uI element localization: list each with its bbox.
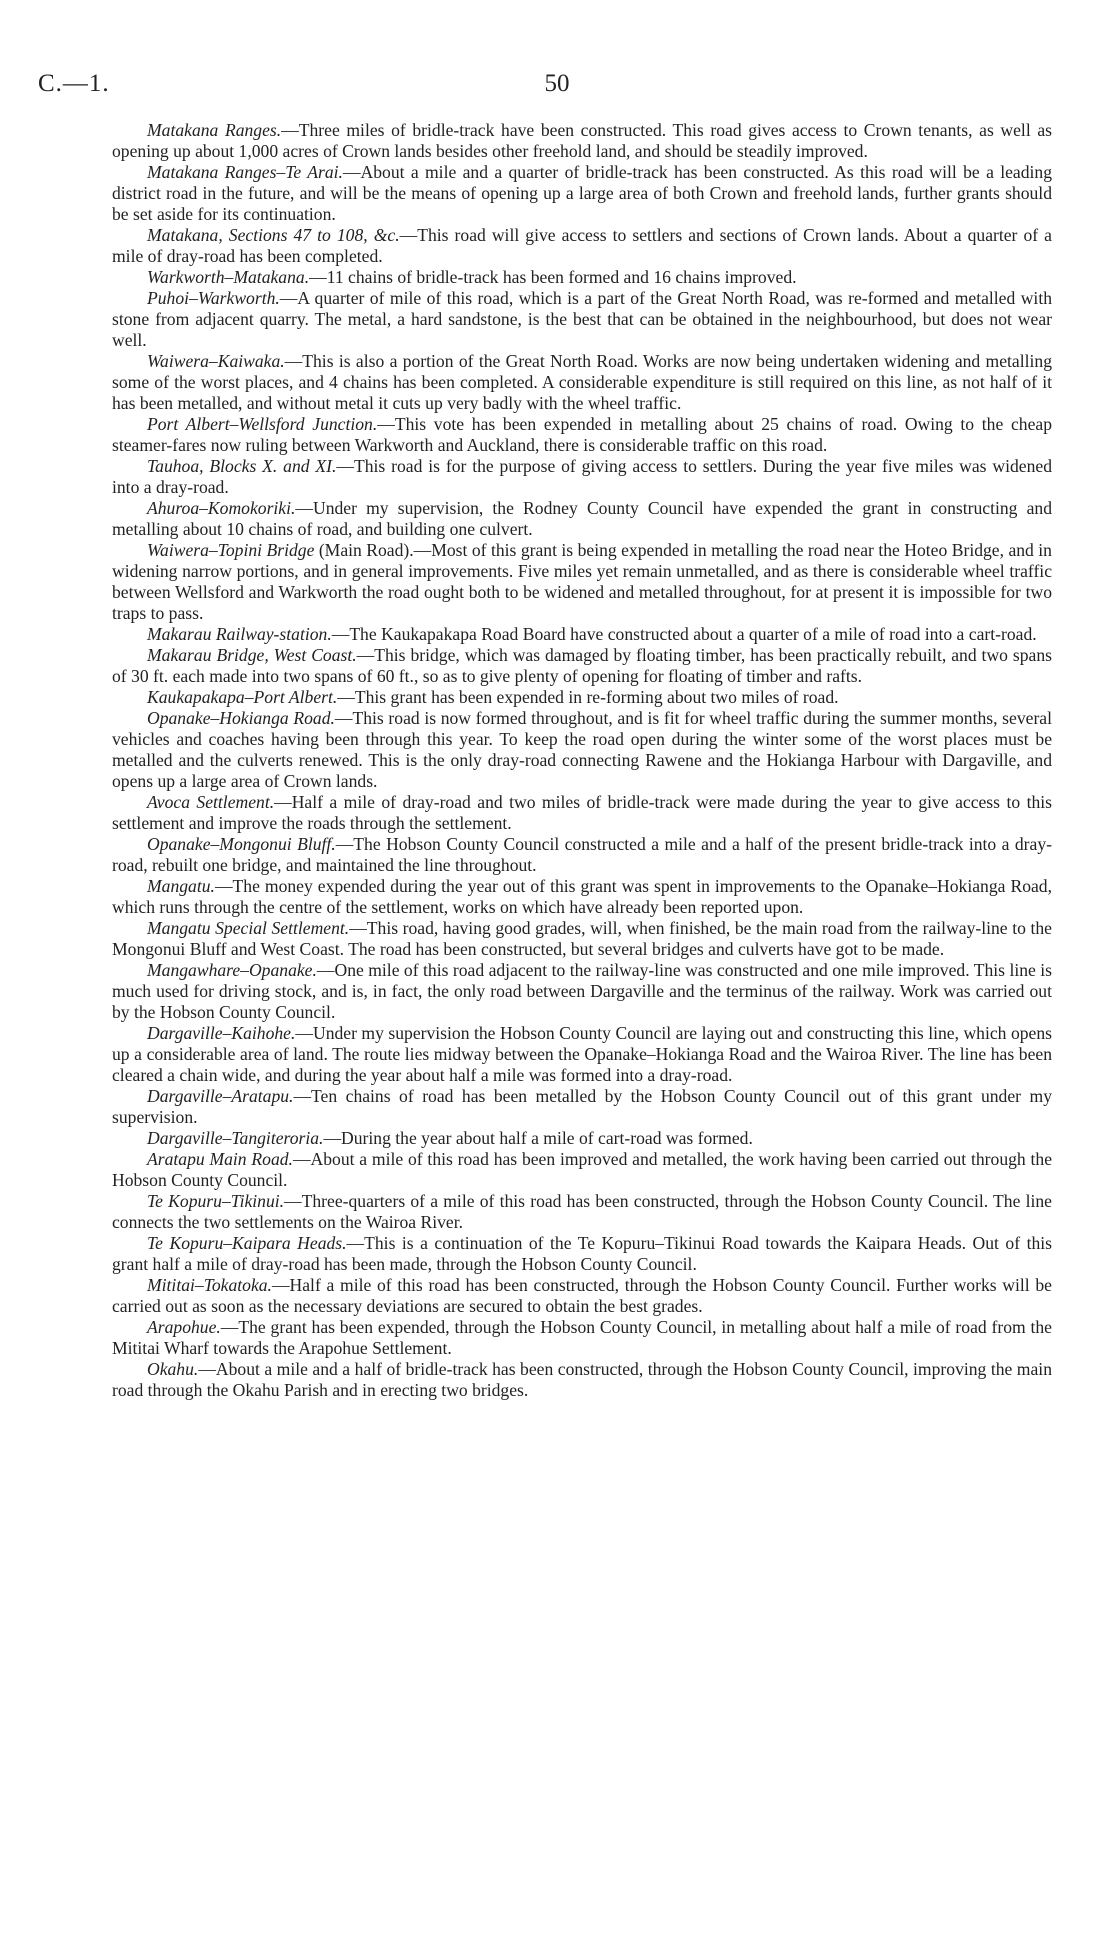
entry-text: —About a mile and a quarter of bridle-track has been constructed. As this road will be a leading district road in the future, and will be the means of opening up a large area of both Crown and freehold lands, further grants should be set aside for its continuation.	[112, 162, 1052, 224]
entry-text: —This vote has been expended in metalling about 25 chains of road. Owing to the cheap steamer-fares now ruling between Warkworth and Auckland, there is considerable traffic on this road.	[112, 414, 1052, 455]
entry-title: Arapohue.	[147, 1317, 221, 1337]
entry-text: —This grant has been expended in re-forming about two miles of road.	[337, 687, 839, 707]
entry-text: —The grant has been expended, through the Hobson County Council, in metalling about half a mile of road from the Mititai Wharf towards the Arapohue Settlement.	[112, 1317, 1052, 1358]
report-entry	[112, 225, 1052, 267]
entry-text: —Under my supervision, the Rodney County Council have expended the grant in constructing and metalling about 10 chains of road, and building one culvert.	[112, 498, 1052, 539]
entry-title: Mangatu Special Settlement.	[147, 918, 350, 938]
report-entry	[112, 351, 1052, 414]
entry-text: —Half a mile of this road has been constructed, through the Hobson County Council. Further works will be carried out as soon as the necessary deviations are secured to obtain the best grades.	[112, 1275, 1052, 1316]
report-entry	[112, 687, 1052, 708]
report-entry	[112, 456, 1052, 498]
report-entry	[112, 498, 1052, 540]
entry-title: Te Kopuru–Tikinui.	[147, 1191, 285, 1211]
entry-title: Tauhoa, Blocks X. and XI.	[147, 456, 337, 476]
report-entry	[112, 1191, 1052, 1233]
report-entry	[112, 540, 1052, 624]
entry-title: Dargaville–Tangiteroria.	[147, 1128, 324, 1148]
entry-text: —This road is for the purpose of giving access to settlers. During the year five miles was widened into a dray-road.	[112, 456, 1052, 497]
entry-text: —Ten chains of road has been metalled by the Hobson County Council out of this grant under my supervision.	[112, 1086, 1052, 1127]
entry-text: —This road is now formed throughout, and is fit for wheel traffic during the summer months, several vehicles and coaches having been through this year. To keep the road open during the winter some of the worst places must be metalled and the culverts renewed. This is the only dray-road connecting Rawene and the Hokianga Harbour with Dargaville, and opens up a large area of Crown lands.	[112, 708, 1052, 791]
entry-title: Matakana Ranges–Te Arai.	[147, 162, 343, 182]
entry-title: Mangatu.	[147, 876, 215, 896]
report-body	[112, 120, 1052, 1401]
report-entry	[112, 960, 1052, 1023]
report-entry	[112, 1086, 1052, 1128]
page-number: 50	[544, 70, 570, 97]
entry-title: Avoca Settlement.	[147, 792, 275, 812]
entry-text: —This is a continuation of the Te Kopuru–Tikinui Road towards the Kaipara Heads. Out of this grant half a mile of dray-road has been made, through the Hobson County Council.	[112, 1233, 1053, 1274]
report-entry	[112, 288, 1052, 351]
entry-text: —This bridge, which was damaged by floating timber, has been practically rebuilt, and two spans of 30 ft. each made into two spans of 60 ft., so as to give plenty of opening for floating of timber and rafts.	[112, 645, 1052, 686]
entry-title: Puhoi–Warkworth.	[147, 288, 280, 308]
entry-title: Okahu.	[147, 1359, 199, 1379]
report-entry	[112, 834, 1052, 876]
report-entry	[112, 918, 1052, 960]
entry-title: Waiwera–Kaiwaka.	[147, 351, 285, 371]
entry-title: Makarau Bridge, West Coast.	[147, 645, 357, 665]
report-entry	[112, 645, 1052, 687]
report-entry	[112, 162, 1052, 225]
report-entry	[112, 1023, 1052, 1086]
entry-title: Warkworth–Matakana.	[147, 267, 310, 287]
report-entry	[112, 1275, 1052, 1317]
page-header	[38, 70, 1076, 110]
report-entry	[112, 1149, 1052, 1191]
entry-text: —This road will give access to settlers and sections of Crown lands. About a quarter of a mile of dray-road has been completed.	[112, 225, 1052, 266]
document-reference: C.—1.	[38, 70, 110, 97]
entry-text: —One mile of this road adjacent to the railway-line was constructed and one mile improved. This line is much used for driving stock, and is, in fact, the only road between Dargaville and the terminus of the railway. Work was carried out by the Hobson County Council.	[112, 960, 1052, 1022]
entry-title: Aratapu Main Road.	[147, 1149, 293, 1169]
report-entry	[112, 876, 1052, 918]
entry-text: —During the year about half a mile of cart-road was formed.	[323, 1128, 753, 1148]
entry-title: Matakana, Sections 47 to 108, &c.	[147, 225, 400, 245]
entry-title: Makarau Railway-station.	[147, 624, 332, 644]
entry-title: Kaukapakapa–Port Albert.	[147, 687, 338, 707]
report-entry	[112, 708, 1052, 792]
entry-title: Opanake–Mongonui Bluff.	[147, 834, 336, 854]
entry-text: —Three miles of bridle-track have been constructed. This road gives access to Crown tenants, as well as opening up about 1,000 acres of Crown lands besides other freehold land, and should be steadily improved.	[112, 120, 1052, 161]
report-entry	[112, 1359, 1052, 1401]
entry-text: —Under my supervision the Hobson County Council are laying out and constructing this line, which opens up a considerable area of land. The route lies midway between the Opanake–Hokianga Road and the Wairoa River. The line has been cleared a chain wide, and during the year about half a mile was formed into a dray-road.	[112, 1023, 1052, 1085]
entry-text: —Three-quarters of a mile of this road has been constructed, through the Hobson County Council. The line connects the two settlements on the Wairoa River.	[112, 1191, 1052, 1232]
report-entry	[112, 792, 1052, 834]
entry-title: Mititai–Tokatoka.	[147, 1275, 272, 1295]
entry-title: Port Albert–Wellsford Junction.	[147, 414, 378, 434]
entry-text: —Half a mile of dray-road and two miles of bridle-track were made during the year to give access to this settlement and improve the roads through the settlement.	[112, 792, 1052, 833]
entry-text: —A quarter of mile of this road, which is a part of the Great North Road, was re-formed and metalled with stone from adjacent quarry. The metal, a hard sandstone, is the best that can be obtained in the neighbourhood, but does not wear well.	[112, 288, 1052, 350]
report-entry	[112, 414, 1052, 456]
entry-text: —11 chains of bridle-track has been formed and 16 chains improved.	[309, 267, 797, 287]
report-entry	[112, 1317, 1052, 1359]
report-entry	[112, 120, 1052, 162]
report-entry	[112, 1233, 1052, 1275]
entry-title: Mangawhare–Opanake.	[147, 960, 317, 980]
report-entry	[112, 1128, 1052, 1149]
entry-title: Te Kopuru–Kaipara Heads.	[147, 1233, 347, 1253]
entry-text: —The money expended during the year out of this grant was spent in improvements to the Opanake–Hokianga Road, which runs through the centre of the settlement, works on which have already been reported upon.	[112, 876, 1052, 917]
report-entry	[112, 267, 1052, 288]
entry-title: Waiwera–Topini Bridge	[147, 540, 315, 560]
entry-title: Opanake–Hokianga Road.	[147, 708, 335, 728]
entry-text: —The Kaukapakapa Road Board have constructed about a quarter of a mile of road into a cart-road.	[331, 624, 1037, 644]
entry-text: (Main Road).—Most of this grant is being expended in metalling the road near the Hoteo Bridge, and in widening narrow portions, and in general improvements. Five miles yet remain unmetalled, and as there is considerable wheel traffic between Wellsford and Warkworth the road ought both to be widened and metalled throughout, for at present it is impossible for two traps to pass.	[112, 540, 1052, 623]
entry-text: —The Hobson County Council constructed a mile and a half of the present bridle-track into a dray-road, rebuilt one bridge, and maintained the line throughout.	[112, 834, 1052, 875]
entry-text: —This road, having good grades, will, when finished, be the main road from the railway-line to the Mongonui Bluff and West Coast. The road has been constructed, but several bridges and culverts have got to be made.	[112, 918, 1052, 959]
entry-title: Dargaville–Aratapu.	[147, 1086, 294, 1106]
entry-title: Ahuroa–Komokoriki.	[147, 498, 296, 518]
entry-text: —About a mile of this road has been improved and metalled, the work having been carried out through the Hobson County Council.	[112, 1149, 1052, 1190]
entry-title: Matakana Ranges.	[147, 120, 282, 140]
entry-title: Dargaville–Kaihohe.	[147, 1023, 296, 1043]
entry-text: —This is also a portion of the Great North Road. Works are now being undertaken widening and metalling some of the worst places, and 4 chains has been completed. A considerable expenditure is still required on this line, as not half of it has been metalled, and without metal it cuts up very badly with the wheel traffic.	[112, 351, 1052, 413]
entry-text: —About a mile and a half of bridle-track has been constructed, through the Hobson County Council, improving the main road through the Okahu Parish and in erecting two bridges.	[112, 1359, 1052, 1400]
report-entry	[112, 624, 1052, 645]
